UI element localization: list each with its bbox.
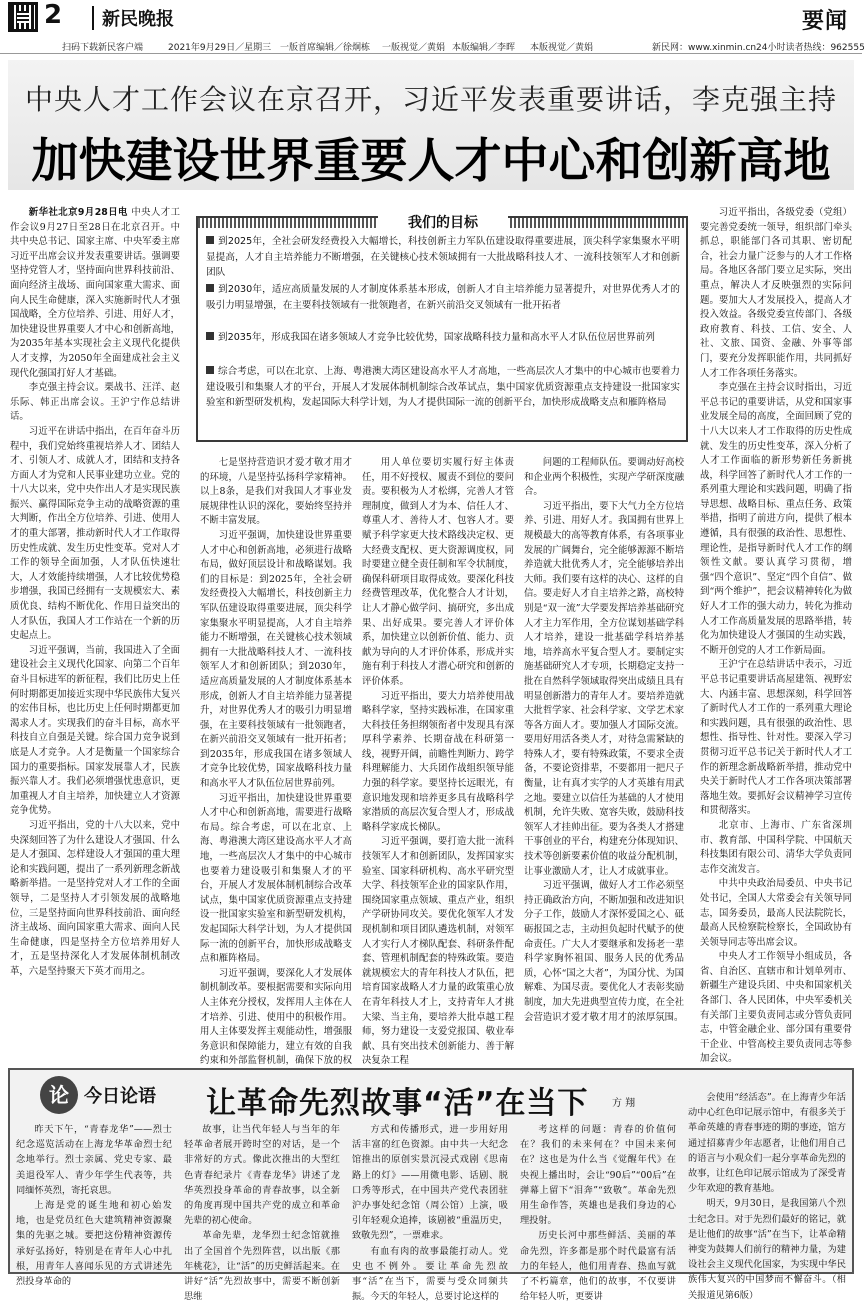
article-column-3 [362, 456, 514, 1067]
goal-text: 到2035年，形成我国在诸多领域人才竞争比较优势，国家战略科技力量和高水平人才队伍位居世界前列 [218, 332, 655, 343]
article-paragraph: 习近平强调，做好人才工作必须坚持正确政治方向，不断加强和改进知识分子工作，鼓励人才深怀爱国之心、砥砺报国之志，主动担负起时代赋予的使命责任。广大人才要继承和发扬老一辈科学家胸怀祖国、服务人民的优秀品质，心怀“国之大者”，为国分忧、为国解难、为国尽责。要优化人才表彰奖励制度，加大先进典型宣传力度，在全社会营造识才爱才敬才用才的浓厚氛围。 [524, 880, 684, 1023]
website[interactable]: 新民网：www.xinmin.cn [652, 43, 757, 53]
commentary-column-4 [520, 1122, 676, 1303]
article-paragraph: 北京市、上海市、广东省深圳市、教育部、中国科学院、中国航天科技集团有限公司、清华大学负责同志作交流发言。 [700, 819, 852, 875]
commentary-paragraph: 革命先辈，龙华烈士纪念馆就推出了全国首个先烈阵营，以出版《那年桃花》，让“活”的历史鲜活起来。在讲好“活”先烈故事中，需要不断创新思维 [184, 1230, 340, 1303]
hotline: 24小时读者热线：962555 [756, 43, 865, 53]
article-column-4 [524, 456, 684, 1060]
goal-item [206, 282, 680, 328]
commentary-title: 让革命先烈故事“活”在当下 [206, 1086, 589, 1121]
article-paragraph: 习近平强调，当前，我国进入了全面建设社会主义现代化国家、向第二个百年奋斗目标进军的新征程，我们比历史上任何时期都更加接近实现中华民族伟大复兴的宏伟目标，也比历史上任何时期都更加渴求人才。实现我们的奋斗目标，高水平科技自立自强是关键。综合国力竞争说到底是人才竞争。人才是衡量一个国家综合国力的重要指标。国家发展靠人才，民族振兴靠人才。我们必须增强忧患意识，更加重视人才自主培养，加快建立人才资源竞争优势。 [10, 644, 180, 817]
article-paragraph: 习近平指出，要大力培养使用战略科学家，坚持实践标准，在国家重大科技任务担纲领衔者中发现具有深厚科学素养、长期奋战在科研第一线，视野开阔，前瞻性判断力、跨学科理解能力、大兵团作战组织领导能力强的科学家。要坚持长远眼光，有意识地发现和培养更多具有战略科学家潜质的高层次复合型人才，形成战略科学家成长梯队。 [362, 690, 514, 833]
commentary-paragraph: 上海是党的诞生地和初心始发地，也是党员红色大建筑精神资源聚集的先驱之城。要把这份精神资源传承好弘扬好，特别是在青年人心中扎根，用青年人喜闻乐见的方式讲述先烈投身革命的 [16, 1200, 172, 1288]
headline-subtitle: 中央人才工作会议在京召开，习近平发表重要讲话，李克强主持 [24, 83, 837, 116]
goal-item [206, 234, 680, 280]
commentary-paragraph: 历史长河中那些鲜活、美丽的革命先烈，许多都是那个时代最富有活力的年轻人，他们用青春、热血写就了不朽篇章，他们的故事，不仅要讲给年轻人听，更要讲 [520, 1230, 676, 1303]
article-paragraph: 问题的工程师队伍。要调动好高校和企业两个积极性，实现产学研深度融合。 [524, 457, 684, 498]
article-paragraph: 王沪宁在总结讲话中表示，习近平总书记重要讲话高屋建瓴、视野宏大、内涵丰富、思想深刻，科学回答了新时代人才工作的一系列重大理论和实践问题，具有很强的政治性、思想性、指导性、针对性。要深入学习贯彻习近平总书记关于新时代人才工作的新理念新战略新举措，推动党中央关于新时代人才工作各项决策部署落地生效。要抓好会议精神学习宣传和贯彻落实。 [700, 659, 852, 817]
commentary-paragraph: 昨天下午，“青春龙华”——烈士纪念巡览活动在上海龙华革命烈士纪念地举行。烈士亲属、党史专家、最美退役军人、青少年学生代表等，共同缅怀英烈，寄托哀思。 [16, 1124, 172, 1196]
masthead-info-row [0, 38, 865, 54]
masthead-divider [92, 6, 94, 30]
commentary-paragraph: 方式和传播形式，进一步用好用活丰富的红色资源。由中共一大纪念馆推出的原创实景沉浸式戏剧《思南路上的灯》——用微电影、话剧、脱口秀等形式，在中国共产党代表团驻沪办事处纪念馆（周公馆）上演，吸引年轻观众追捧，该剧被“重温历史，致敬先烈”，一票难求。 [352, 1124, 508, 1242]
section-title: 要闻 [801, 9, 848, 34]
commentary-paragraph: 明天，9月30日，是我国第八个烈士纪念日。对于先烈们最好的铭记，就是让他们的故事“活”在当下，让革命精神变为鼓舞人们前行的精神力量，为建设社会主义现代化国家，为实现中华民族伟大复兴的中国梦而不懈奋斗。（相关报道见第6版） [688, 1198, 846, 1301]
headline-title: 加快建设世界重要人才中心和创新高地 [31, 134, 831, 189]
square-bullet-icon [206, 284, 214, 292]
commentary-paragraph: 有血有肉的故事最能打动人。党史也不例外。要让革命先烈故事“活”在当下，需要与受众同频共振。今天的年轻人，总要讨论这样的 [352, 1245, 508, 1303]
calligraphy-icon: 论 [40, 1076, 78, 1114]
issue-date: 2021年9月29日／星期三 [168, 43, 272, 53]
goal-text: 到2025年，全社会研发经费投入大幅增长，科技创新主力军队伍建设取得重要进展，顶尖科学家集聚水平明显提高，人才自主培养能力不断增强，在关键核心技术领域拥有一大批战略科技人才、一流科技领军人才和创新团队 [206, 236, 680, 278]
goal-item [206, 330, 680, 362]
qr-hint: 扫码下载新民客户端 [62, 43, 144, 53]
commentary-column-2 [184, 1122, 340, 1303]
goals-box-title: 我们的目标 [378, 212, 508, 230]
commentary-badge [40, 1076, 176, 1114]
article-paragraph: 习近平强调，要打造大批一流科技领军人才和创新团队，发挥国家实验室、国家科研机构、高水平研究型大学、科技领军企业的国家队作用，围绕国家重点领域、重点产业，组织产学研协同攻关。要优化领军人才发现机制和项目团队遴选机制，对领军人才实行人才梯队配套、科研条件配套、管理机制配套的特殊政策。要造就规模宏大的青年科技人才队伍，把培育国家战略人才力量的政策重心放在青年科技人才上，支持青年人才挑大梁、当主角，要培养大批卓越工程师，努力建设一支爱党报国、敬业奉献、具有突出技术创新能力、善于解决复杂工程 [362, 836, 514, 1067]
commentary-paragraph: 故事，让当代年轻人与当年的年轻革命者展开跨时空的对话，是一个非常好的方式。像此次推出的大型红色青春纪录片《青春龙华》讲述了龙华英烈投身革命的青春故事，以全新的角度再现中国共产党的成立和革命先辈的初心使命。 [184, 1124, 340, 1227]
chief-editor: 一版首席编辑／徐炯栋 [280, 43, 371, 53]
article-column-5 [700, 206, 852, 1065]
goal-text: 综合考虑，可以在北京、上海、粤港澳大湾区建设高水平人才高地，一些高层次人才集中的中心城市也要着力建设吸引和集聚人才的平台，开展人才发展体制机制综合改革试点，集中国家优质资源重点支持建设一批国家实验室和新型研发机构，发起国际大科学计划，为人才提供国际一流的创新平台，加快形成战略支点和雁阵格局 [206, 366, 680, 408]
article-paragraph: 李克强主持会议。栗战书、汪洋、赵乐际、韩正出席会议。王沪宁作总结讲话。 [10, 382, 180, 423]
page-editor: 本版编辑／李晖 [452, 43, 516, 53]
page-number: 2 [44, 0, 63, 30]
commentary-column-1 [16, 1122, 172, 1288]
article-paragraph: 中共中央政治局委员、中央书记处书记，全国人大常委会有关领导同志，国务委员，最高人民法院院长，最高人民检察院检察长，全国政协有关领导同志等出席会议。 [700, 878, 852, 948]
article-paragraph: 习近平指出，党的十八大以来，党中央深刻回答了为什么建设人才强国、什么是人才强国、怎样建设人才强国的重大理论和实践问题，提出了一系列新理念新战略新举措。一是坚持党对人才工作的全面领导，二是坚持人才引领发展的战略地位，三是坚持面向世界科技前沿、面向经济主战场、面向国家重大需求、面向人民生命健康，四是坚持全方位培养用好人才，五是坚持深化人才发展体制机制改革，六是坚持聚天下英才而用之。 [10, 819, 180, 977]
article-paragraph: 习近平指出，加快建设世界重要人才中心和创新高地，需要进行战略布局。综合考虑，可以在北京、上海、粤港澳大湾区建设高水平人才高地，一些高层次人才集中的中心城市也要着力建设吸引和集聚人才的平台，开展人才发展体制机制综合改革试点，集中国家优质资源重点支持建设一批国家实验室和新型研发机构，发起国际大科学计划，为人才提供国际一流的创新平台，加快形成战略支点和雁阵格局。 [200, 792, 352, 965]
article-paragraph: 中央人才工作领导小组成员，各省、自治区、直辖市和计划单列市、新疆生产建设兵团、中央和国家机关各部门、各人民团体，中央军委机关有关部门主要负责同志或分管负责同志，中管金融企业、部分国有重要骨干企业、中管高校主要负责同志等参加会议。 [700, 951, 852, 1065]
article-paragraph: 习近平强调，要深化人才发展体制机制改革。要根据需要和实际向用人主体充分授权，发挥用人主体在人才培养、引进、使用中的积极作用。用人主体要发挥主观能动性，增强服务意识和保障能力，建立有效的自我约束和外部监督机制，确保下放的权 [200, 967, 352, 1067]
commentary-paragraph: 会使用“经活态”。在上海青少年活动中心红色印记展示馆中，有很多关于革命英雄的青春事迹的期的事迹，馆方通过招募青少年志愿者，让他们用自己的语言与小观众们一起分享革命先烈的故事，让红色印记展示馆成为了深受青少年欢迎的教育基地。 [688, 1092, 846, 1195]
goal-item [206, 364, 680, 440]
paper-name: 新民晚报 [102, 9, 174, 30]
dateline: 新华社北京9月28日电 [28, 207, 128, 218]
article-paragraph: 习近平在讲话中指出，在百年奋斗历程中，我们党始终重视培养人才、团结人才、引领人才、成就人才，团结和支持各方面人才为党和人民事业建功立业。党的十八大以来，党中央作出人才是实现民族振兴、赢得国际竞争主动的战略资源的重大判断，作出全方位培养、引进、使用人才的重大部署，推动新时代人才工作取得历史性成就、发生历史性变革。党对人才工作的领导全面加强，人才队伍快速壮大，人才效能持续增强，人才比较优势稳步增强，我国已经拥有一支规模宏大、素质优良、结构不断优化、作用日益突出的人才队伍，我国人才工作站在一个新的历史起点上。 [10, 425, 180, 642]
page-visual: 本版视觉／黄娟 [530, 43, 594, 53]
goals-box [196, 216, 688, 442]
square-bullet-icon [206, 332, 214, 340]
commentary-badge-label: 今日论语 [84, 1086, 156, 1107]
article-paragraph: 七是坚持营造识才爱才敬才用才的环境，八是坚持弘扬科学家精神。以上8条，是我们对我国人才事业发展规律性认识的深化，要始终坚持并不断丰富发展。 [200, 457, 352, 527]
article-paragraph: 习近平指出，各级党委（党组）要完善党委统一领导，组织部门牵头抓总，职能部门各司其职、密切配合，社会力量广泛参与的人才工作格局。各地区各部门要立足实际，突出重点，解决人才反映强烈的实际问题。要加大人才发展投入，提高人才投入效益。各级党委宣传部门、各级政府教育、科技、工信、安全、人社、文旅、国资、金融、外事等部门，要充分发挥职能作用，共同抓好人才工作各项任务落实。 [700, 207, 852, 379]
qr-code[interactable] [8, 2, 38, 32]
commentary-author: 方 翔 [612, 1098, 636, 1109]
commentary-column-3 [352, 1122, 508, 1303]
article-paragraph: 中央人才工作会议9月27日至28日在北京召开。中共中央总书记、国家主席、中央军委主席习近平出席会议并发表重要讲话。强调要坚持党管人才，坚持面向世界科技前沿、面向经济主战场、面向国家重大需求、面向人民生命健康，深入实施新时代人才强国战略，全方位培养、引进、用好人才，加快建设世界重要人才中心和创新高地，为2035年基本实现社会主义现代化提供人才支撑，为2050年全面建成社会主义现代化强国打好人才基础。 [10, 207, 180, 379]
square-bullet-icon [206, 236, 214, 244]
article-paragraph: 用人单位要切实履行好主体责任，用不好授权、履责不到位的要问责。要积极为人才松绑，完善人才管理制度，做到人才为本、信任人才、尊重人才、善待人才、包容人才。要赋予科学家更大技术路线决定权、更大经费支配权、更大资源调度权，同时要建立健全责任制和军令状制度，确保科研项目取得成效。要深化科技经费管理改革，优化整合人才计划，让人才静心做学问、搞研究，多出成果、出好成果。要完善人才评价体系，加快建立以创新价值、能力、贡献为导向的人才评价体系，形成并实施有利于科技人才潜心研究和创新的评价体系。 [362, 457, 514, 687]
article-paragraph: 李克强在主持会议时指出，习近平总书记的重要讲话，从党和国家事业发展全局的高度，全面回顾了党的十八大以来人才工作取得的历史性成就、发生的历史性变革，深入分析了人才工作面临的新形势新任务新挑战，科学回答了新时代人才工作的一系列重大理论和实践问题，明确了指导思想、战略目标、重点任务、政策举措，指明了前进方向，提供了根本遵循，具有很强的政治性、思想性、理论性，是指导新时代人才工作的纲领性文献。要认真学习贯彻，增强“四个意识”、坚定“四个自信”、做到“两个维护”，把会议精神转化为做好人才工作的强大动力，转化为推动人才工作高质量发展的思路举措，转化为加快建设人才强国的生动实践，不断开创党的人才工作新局面。 [700, 382, 852, 656]
commentary-column-5 [688, 1090, 846, 1301]
article-paragraph: 习近平强调，加快建设世界重要人才中心和创新高地，必须进行战略布局，做好顶层设计和战略谋划。我们的目标是：到2025年，全社会研发经费投入大幅增长，科技创新主力军队伍建设取得重要进展，顶尖科学家集聚水平明显提高，人才自主培养能力不断增强，在关键核心技术领域拥有一大批战略科技人才、一流科技领军人才和创新团队；到2030年，适应高质量发展的人才制度体系基本形成，创新人才自主培养能力显著提升，对世界优秀人才的吸引力明显增强，在主要科技领域有一批领跑者，在新兴前沿交叉领域有一批开拓者；到2035年，形成我国在诸多领域人才竞争比较优势，国家战略科技力量和高水平人才队伍位居世界前列。 [200, 529, 352, 790]
article-paragraph: 习近平指出，要下大气力全方位培养、引进、用好人才。我国拥有世界上规模最大的高等教育体系，有各项事业发展的广阔舞台，完全能够源源不断培养造就大批优秀人才，完全能够培养出大师。我们要有这样的决心、这样的自信。要走好人才自主培养之路，高校特别是“双一流”大学要发挥培养基础研究人才主力军作用，全方位谋划基础学科人才培养，建设一批基础学科培养基地，培养高水平复合型人才。要制定实施基础研究人才专项，长期稳定支持一批在自然科学领域取得突出成绩且具有明显创新潜力的青年人才。要培养造就大批哲学家、社会科学家、文学艺术家等各方面人才。要加强人才国际交流。要用好用活各类人才，对待急需紧缺的特殊人才，要有特殊政策，不要求全责备，不要论资排辈，不要都用一把尺子衡量，让有真才实学的人才英雄有用武之地。要建立以信任为基础的人才使用机制，允许失败、宽容失败，鼓励科技领军人才挂帅出征。要为各类人才搭建干事创业的平台，构建充分体现知识、技术等创新要素价值的收益分配机制，让事业激励人才，让人才成就事业。 [524, 500, 684, 877]
article-column-2 [200, 456, 352, 1067]
commentary-paragraph: 考这样的问题：青春的价值何在？我们的未来何在？中国未来何在？这也是为什么当《觉醒年代》在央视上播出时，会让“90后”“00后”在弹幕上留下“泪奔”“致敬”。革命先烈用生命作答，英雄也是我们身边的心理投射。 [520, 1124, 676, 1227]
article-column-1 [10, 206, 180, 1056]
square-bullet-icon [206, 366, 214, 374]
visual-editor: 一版视觉／黄娟 [382, 43, 446, 53]
goal-text: 到2030年，适应高质量发展的人才制度体系基本形成，创新人才自主培养能力显著提升，对世界优秀人才的吸引力明显增强，在主要科技领域有一批领跑者，在新兴前沿交叉领域有一批开拓者 [206, 284, 680, 311]
